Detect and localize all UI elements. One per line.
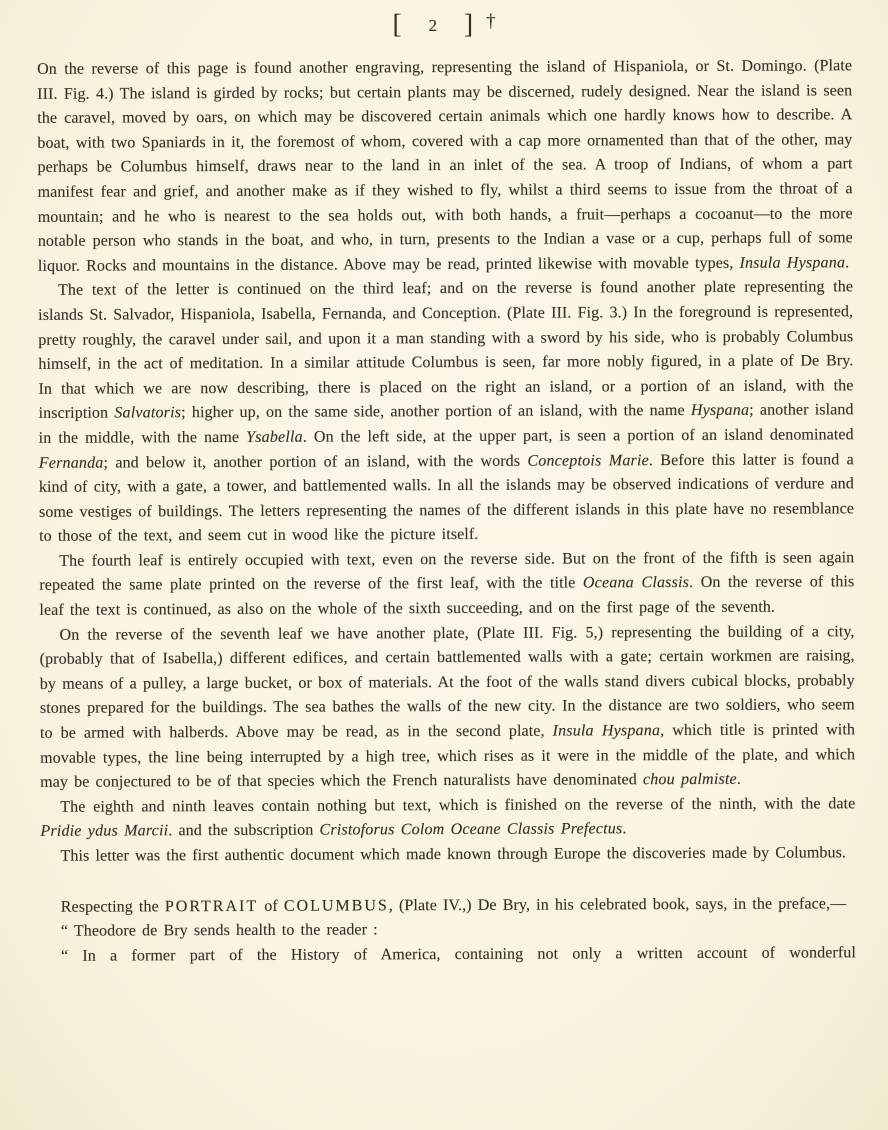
text-segment: “ Theodore de Bry sends health to the reader : — [60, 921, 378, 940]
para-portrait-of-columbus — [41, 892, 856, 920]
text-segment: chou palmiste — [642, 770, 737, 789]
text-segment: On the reverse of the seventh leaf we have another plate, (Plate III. Fig. 5,) representing the building of a city, (probably that of Isabella,) different edifices, and certain battlemented walls with a gate; certain workmen are raising, by means of a pulley, a large bucket, or box of materials. At the foot of the walls stand divers cubical blocks, probably stones prepared for the buildings. The sea bathes the walls of the new city. In the distance are two soldiers, who seem to be armed with halberds. Above may be read, as in the second plate, — [39, 622, 855, 742]
page-body — [37, 54, 856, 969]
text-segment: Pridie ydus Marcii — [40, 822, 169, 841]
text-segment: ; and below it, another portion of an island, with the words — [103, 452, 528, 471]
right-bracket: ] — [464, 9, 473, 39]
text-segment: Hyspana — [690, 401, 750, 420]
para-plate3-fig4 — [37, 54, 853, 279]
para-plate3-fig3 — [38, 276, 854, 550]
para-debry-greeting — [41, 916, 856, 944]
page-header — [0, 0, 888, 50]
text-segment: . — [622, 820, 627, 838]
text-segment: On the reverse of this page is found another engraving, representing the island of Hispaniola, or St. Domingo. (Plate III. Fig. 4.) The island is girded by rocks; but certain plants may be discerned, rudely designed. Near the island is seen the caravel, moved by oars, on which may be discovered certain animals which one hardly knows how to describe. A boat, with two Spaniards in it, the foremost of whom, covered with a cap more ornamented than that of the other, may perhaps be Columbus himself, draws near to the land in an inlet of the sea. A troop of Indians, of whom a part manifest fear and grief, and another make as if they wished to fly, whilst a third seems to issue from the throat of a mountain; and he who is nearest to the sea holds out, with both hands, a fruit—perhaps a cocoanut—to the more notable person who stands in the boat, and who, in turn, presents to the Indian a vase or a cup, perhaps full of some liquor. Rocks and mountains in the distance. Above may be read, printed likewise with movable types, — [37, 57, 853, 275]
text-segment: Ysabella — [246, 428, 303, 446]
text-segment: Conceptois Marie — [527, 451, 649, 470]
page-number: 2 — [428, 16, 437, 35]
para-fourth-fifth-leaf — [39, 546, 854, 623]
text-segment: ; higher up, on the same side, another portion of an island, with the name — [181, 402, 691, 422]
text-segment: of — [258, 897, 284, 915]
text-segment: The text of the letter is continued on the third leaf; and on the reverse is found another plate representing the islands St. Salvador, Hispaniola, Isabella, Fernanda, and Conception. (Plate III. Fig. 3.) In the foreground is represented, pretty roughly, the caravel under sail, and upon it a man standing with a sword by his side, who is probably Columbus himself, in the act of meditation. In a similar attitude Columbus is seen, far more nobly figured, in a plate of De Bry. In that which we are now describing, there is placed on the right an island, or a portion of an island, with the inscription — [38, 278, 854, 423]
para-history-of-america — [41, 941, 856, 969]
text-segment: Insula Hyspana — [739, 254, 846, 272]
text-segment: . and the subscription — [168, 821, 320, 840]
left-bracket: [ — [392, 9, 402, 39]
text-segment: . Before this latter is found a kind of city, with a gate, a tower, and battlemented walls. In all the islands may be observed indications of verdure and some vestiges of buildings. The letters representing the names of the different islands in this plate have no resemblance to those of the text, and seem cut in wood like the picture itself. — [38, 450, 855, 546]
text-segment: Respecting the — [60, 897, 165, 916]
text-segment: This letter was the first authentic document which made known through Europe the discoveries made by Columbus. — [60, 844, 847, 865]
text-segment: COLUMBUS — [283, 896, 389, 915]
text-segment: ; another island in the middle, with the name — [38, 401, 854, 447]
text-segment: Fernanda — [38, 453, 104, 472]
text-segment: “ In a former part of the History of America, containing not only a written account of wonderful — [60, 943, 856, 965]
text-segment: . On the reverse of this leaf the text is continued, as also on the whole of the sixth succeeding, and on the first page of the seventh. — [39, 573, 855, 619]
text-segment: , which title is printed with movable types, the line being interrupted by a high tree, which rises as it were in the middle of the plate, and which may be conjectured to be of that species which the French naturalists have denominated — [40, 721, 856, 791]
dagger-icon: † — [486, 11, 496, 32]
text-segment: . — [845, 253, 850, 272]
para-eighth-ninth-leaves — [40, 792, 855, 845]
text-segment: . — [736, 770, 741, 788]
text-segment: Insula Hyspana — [552, 722, 661, 740]
text-segment: Cristoforus Colom Oceane Classis Prefectus — [319, 820, 623, 839]
text-segment: Oceana Classis — [582, 574, 690, 592]
text-segment: , (Plate IV.,) De Bry, in his celebrated book, says, in the preface,— — [388, 894, 847, 914]
text-segment: The eighth and ninth leaves contain nothing but text, which is finished on the reverse of the ninth, with the date — [60, 795, 856, 816]
text-segment: PORTRAIT — [164, 897, 259, 915]
para-first-authentic-document — [40, 841, 855, 869]
text-segment: . On the left side, at the upper part, is seen a portion of an island denominated — [302, 426, 854, 446]
text-segment: The fourth leaf is entirely occupied with text, even on the reverse side. But on the front of the fifth is seen again repeated the same plate printed on the reverse of the first leaf, with the title — [39, 549, 855, 595]
text-segment: Salvatoris — [114, 404, 182, 422]
para-plate3-fig5 — [39, 620, 855, 796]
